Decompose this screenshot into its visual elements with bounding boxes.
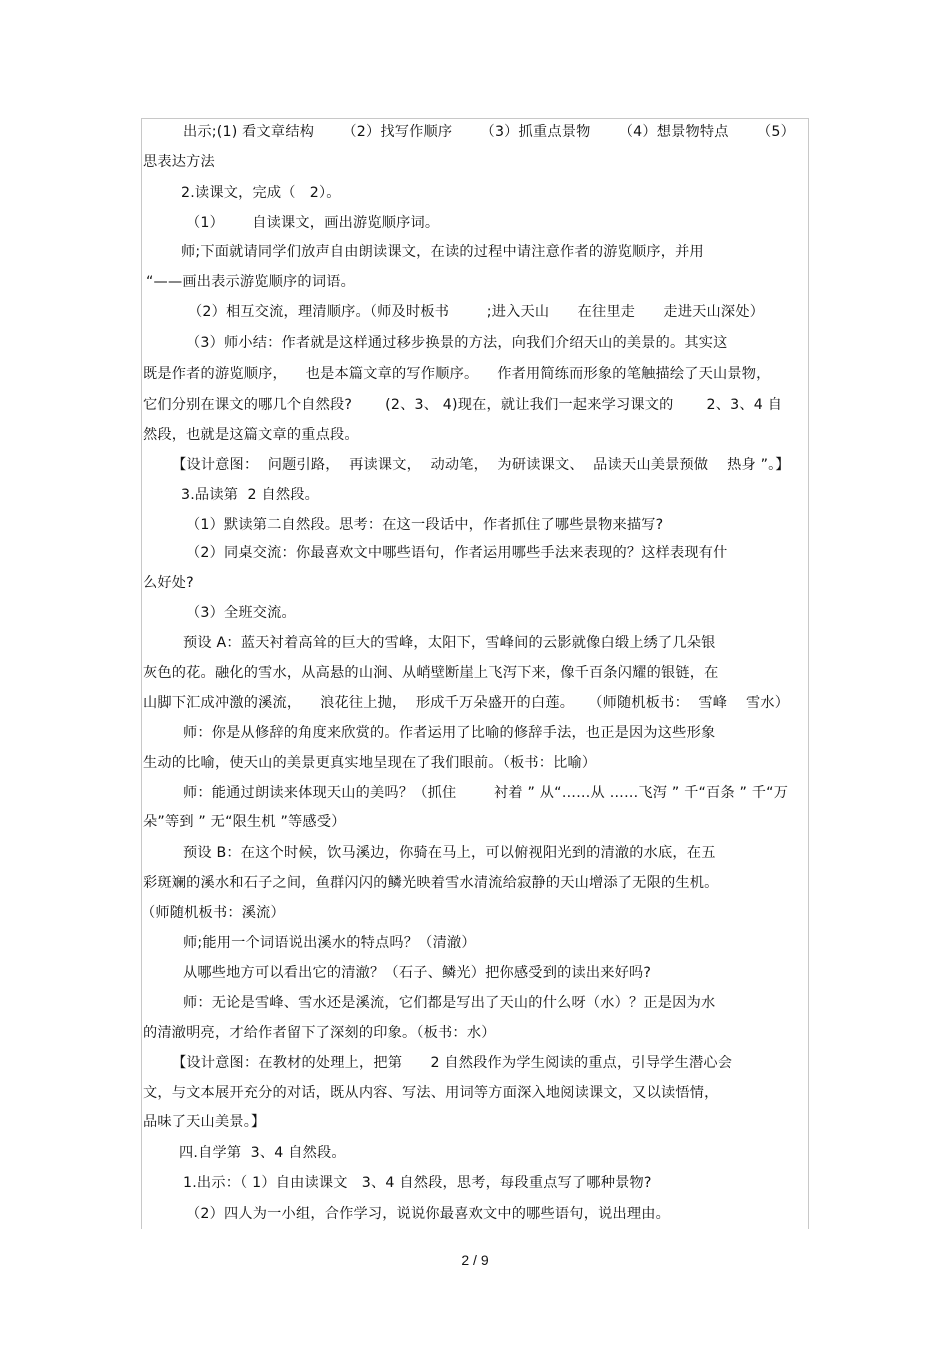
text-line: 师;能用一个词语说出溪水的特点吗？（清澈） — [183, 935, 476, 951]
text-line: 彩斑斓的溪水和石子之间，鱼群闪闪的鳞光映着雪水清流给寂静的天山增添了无限的生机。 — [143, 875, 719, 891]
text-line: 思表达方法 — [143, 154, 215, 170]
design-intent-line: 【设计意图：在教材的处理上，把第 2 自然段作为学生阅读的重点，引导学生潜心会 — [172, 1055, 733, 1071]
text-line: （2）相互交流，理清顺序。（师及时板书 ;进入天山 在往里走 走进天山深处） — [188, 304, 765, 320]
text-line: 山脚下汇成冲激的溪流， 浪花往上抛， 形成千万朵盛开的白莲。 （师随机板书： 雪峰 雪水） — [143, 695, 790, 711]
text-line: 从哪些地方可以看出它的清澈？（石子、鳞光）把你感受到的读出来好吗? — [183, 965, 652, 981]
text-line: 预设 A：蓝天衬着高耸的巨大的雪峰，太阳下，雪峰间的云影就像白缎上绣了几朵银 — [183, 635, 716, 651]
text-line: 既是作者的游览顺序， 也是本篇文章的写作顺序。 作者用简练而形象的笔触描绘了天山景物， — [143, 366, 771, 382]
text-line: （师随机板书：溪流） — [141, 905, 285, 921]
text-line: （1）默读第二自然段。思考：在这一段话中，作者抓住了哪些景物来描写? — [186, 517, 664, 533]
text-line: 师：无论是雪峰、雪水还是溪流，它们都是写出了天山的什么呀（水）？正是因为水 — [183, 995, 716, 1011]
text-line: 预设 B：在这个时候，饮马溪边，你骑在马上，可以俯视阳光到的清澈的水底，在五 — [183, 845, 716, 861]
text-line: 的清澈明亮，才给作者留下了深刻的印象。（板书：水） — [143, 1025, 496, 1041]
text-line: 它们分别在课文的哪几个自然段? (2、3、 4)现在，就让我们一起来学习课文的 2、3、4 自 — [143, 397, 783, 413]
text-line: 文，与文本展开充分的对话，既从内容、写法、用词等方面深入地阅读课文，又以读悟情， — [143, 1085, 719, 1101]
text-line: （3）全班交流。 — [186, 605, 296, 621]
text-line: 师;下面就请同学们放声自由朗读课文，在读的过程中请注意作者的游览顺序，并用 — [181, 244, 704, 260]
text-line: 出示;(1) 看文章结构 （2）找写作顺序 （3）抓重点景物 （4）想景物特点 （5） — [183, 124, 795, 140]
design-intent-line: 【设计意图： 问题引路， 再读课文， 动动笔， 为研读课文、 品读天山美景预做 热身 ”。】 — [172, 457, 790, 473]
text-line: （2）同桌交流：你最喜欢文中哪些语句，作者运用哪些手法来表现的？这样表现有什 — [186, 545, 728, 561]
text-line: 朵”等到 ” 无“限生机 ”等感受） — [143, 814, 346, 830]
text-line: 1.出示：（ 1）自由读课文 3、4 自然段，思考，每段重点写了哪种景物? — [183, 1175, 652, 1191]
text-line: （2）四人为一小组，合作学习，说说你最喜欢文中的哪些语句，说出理由。 — [186, 1206, 671, 1222]
section-heading: 3.品读第 2 自然段。 — [181, 487, 320, 503]
text-line: 品味了天山美景。】 — [143, 1114, 266, 1130]
text-line: （1） 自读课文，画出游览顺序词。 — [186, 215, 440, 231]
text-line: 生动的比喻，使天山的美景更真实地呈现在了我们眼前。（板书：比喻） — [143, 755, 597, 771]
text-line: 然段，也就是这篇文章的重点段。 — [143, 427, 359, 443]
page-number: 2 / 9 — [461, 1252, 489, 1268]
section-heading: 四.自学第 3、4 自然段。 — [179, 1145, 346, 1161]
text-line: 师：你是从修辞的角度来欣赏的。作者运用了比喻的修辞手法，也正是因为这些形象 — [183, 725, 716, 741]
text-line: “——画出表示游览顺序的词语。 — [146, 274, 355, 290]
text-line: 么好处? — [143, 575, 194, 591]
text-line: 灰色的花。融化的雪水，从高悬的山涧、从峭壁断崖上飞泻下来，像千百条闪耀的银链，在 — [143, 665, 719, 681]
text-line: 师：能通过朗读来体现天山的美吗？（抓住 衬着 ” 从“……从 ……飞泻 ” 千“百条 ” 千“万 — [183, 785, 789, 801]
text-line: （3）师小结：作者就是这样通过移步换景的方法，向我们介绍天山的美景的。其实这 — [186, 335, 728, 351]
text-line: 2.读课文，完成（ 2）。 — [181, 185, 341, 201]
